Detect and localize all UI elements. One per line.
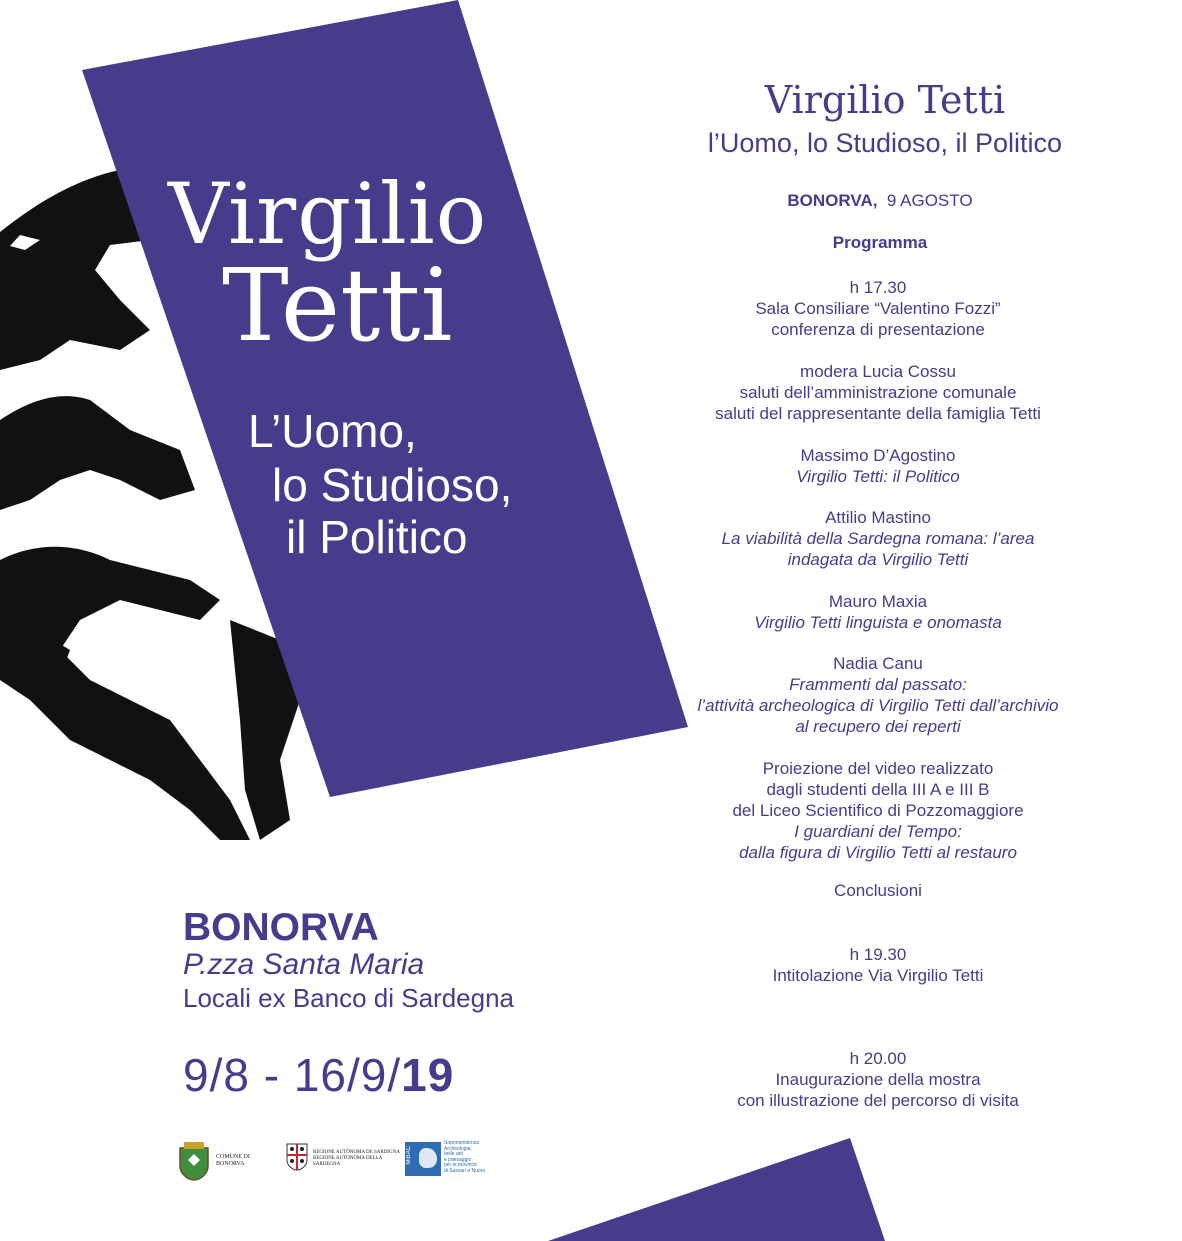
comune-name-line: COMUNE DI [216, 1154, 250, 1160]
venue-square: P.zza Santa Maria [183, 948, 425, 981]
soprintendenza-line: belle arti [444, 1151, 463, 1158]
program-item [640, 507, 1116, 570]
program-item-talk-title: dalla figura di Virgilio Tetti al restauro [739, 843, 1017, 862]
program-item [640, 880, 1116, 901]
program-item-line: Proiezione del video realizzato [762, 759, 994, 778]
program-item [640, 653, 1116, 737]
program-item-line: Inaugurazione della mostra [775, 1070, 981, 1089]
program-town: BONORVA, [787, 191, 878, 210]
venue-town: BONORVA [183, 906, 379, 949]
program-day: 9 AGOSTO [886, 191, 973, 210]
program-item-talk-title: indagata da Virgilio Tetti [787, 550, 969, 569]
soprintendenza-line: di Sassari e Nuoro [444, 1167, 486, 1174]
program-item-talk-title: I guardiani del Tempo: [794, 822, 962, 841]
program-date [680, 191, 1080, 211]
program-item-line: del Liceo Scientifico di Pozzomaggiore [732, 801, 1024, 820]
regione-name-line: REGIONE AUTÒNOMA DE SARDIGNA [313, 1150, 400, 1155]
program-item-line: h 20.00 [849, 1049, 907, 1068]
poster-subtitle-line: lo Studioso, [272, 459, 513, 511]
program-item-talk-title: Virgilio Tetti: il Politico [796, 467, 960, 486]
comune-crest-icon [174, 1140, 214, 1182]
program-item-line: Conclusioni [834, 881, 922, 900]
soprintendenza-line: Archeologia, [444, 1145, 472, 1152]
program-item-line: Attilio Mastino [825, 508, 931, 527]
soprintendenza-line: per le province [444, 1162, 477, 1169]
poster-subtitle-line: il Politico [286, 511, 468, 563]
program-item [640, 445, 1116, 487]
bottom-band [548, 1138, 885, 1241]
program-item [640, 1048, 1116, 1111]
mibac-mark-text: MiBAC [406, 1146, 412, 1165]
program-item-line: h 17.30 [849, 278, 907, 297]
dates-range: 9/8 - 16/9/ [183, 1049, 402, 1101]
exhibition-dates [183, 1048, 454, 1102]
program-item-line: Mauro Maxia [828, 592, 928, 611]
program-item-line: Nadia Canu [833, 654, 923, 673]
program-item-line: con illustrazione del percorso di visita [737, 1091, 1019, 1110]
comune-name-line: BONORVA [216, 1161, 245, 1167]
program-item [640, 591, 1116, 633]
program-item-talk-title: Virgilio Tetti linguista e onomasta [754, 613, 1002, 632]
poster-title-first: Virgilio [168, 165, 488, 263]
program-item-line: Massimo D’Agostino [800, 446, 956, 465]
program-item-talk-title: al recupero dei reperti [795, 717, 961, 736]
program-item-line: saluti del rappresentante della famiglia Tetti [715, 404, 1041, 423]
program-item-talk-title: Frammenti dal passato: [789, 675, 967, 694]
program-item-talk-title: La viabilità della Sardegna romana: l’area [721, 529, 1035, 548]
program-item [640, 944, 1116, 986]
program-item-line: conferenza di presentazione [771, 320, 985, 339]
program-item-talk-title: l’attività archeologica di Virgilio Tetti dall’archivio [697, 696, 1059, 715]
program-item-line: saluti dell’amministrazione comunale [739, 383, 1017, 402]
soprintendenza-line: e paesaggio [444, 1156, 472, 1163]
program-item-line: Intitolazione Via Virgilio Tetti [772, 966, 984, 985]
program-subtitle: l’Uomo, lo Studioso, il Politico [707, 128, 1063, 158]
program-heading: Programma [832, 233, 928, 252]
program-item-line: dagli studenti della III A e III B [766, 780, 990, 799]
program-item [640, 758, 1116, 863]
venue-place: Locali ex Banco di Sardegna [183, 983, 515, 1013]
regione-name-line: REGIONE AUTONOMA DELLA SARDEGNA [313, 1156, 383, 1167]
program-item-line: h 19.30 [849, 945, 907, 964]
sardinia-shield-icon [285, 1142, 309, 1172]
program-item-line: modera Lucia Cossu [800, 362, 956, 381]
poster-title-last: Tetti [222, 247, 453, 364]
program-item [640, 277, 1116, 340]
title-band [82, 0, 688, 797]
mibac-mark-icon [405, 1142, 441, 1176]
poster-subtitle-line: L’Uomo, [248, 405, 417, 457]
program-item [640, 361, 1116, 424]
dates-year: 19 [401, 1049, 455, 1101]
program-item-line: Sala Consiliare “Valentino Fozzi” [755, 299, 1001, 318]
program-title: Virgilio Tetti [764, 78, 1006, 122]
soprintendenza-line: Soprintendenza [444, 1140, 480, 1146]
